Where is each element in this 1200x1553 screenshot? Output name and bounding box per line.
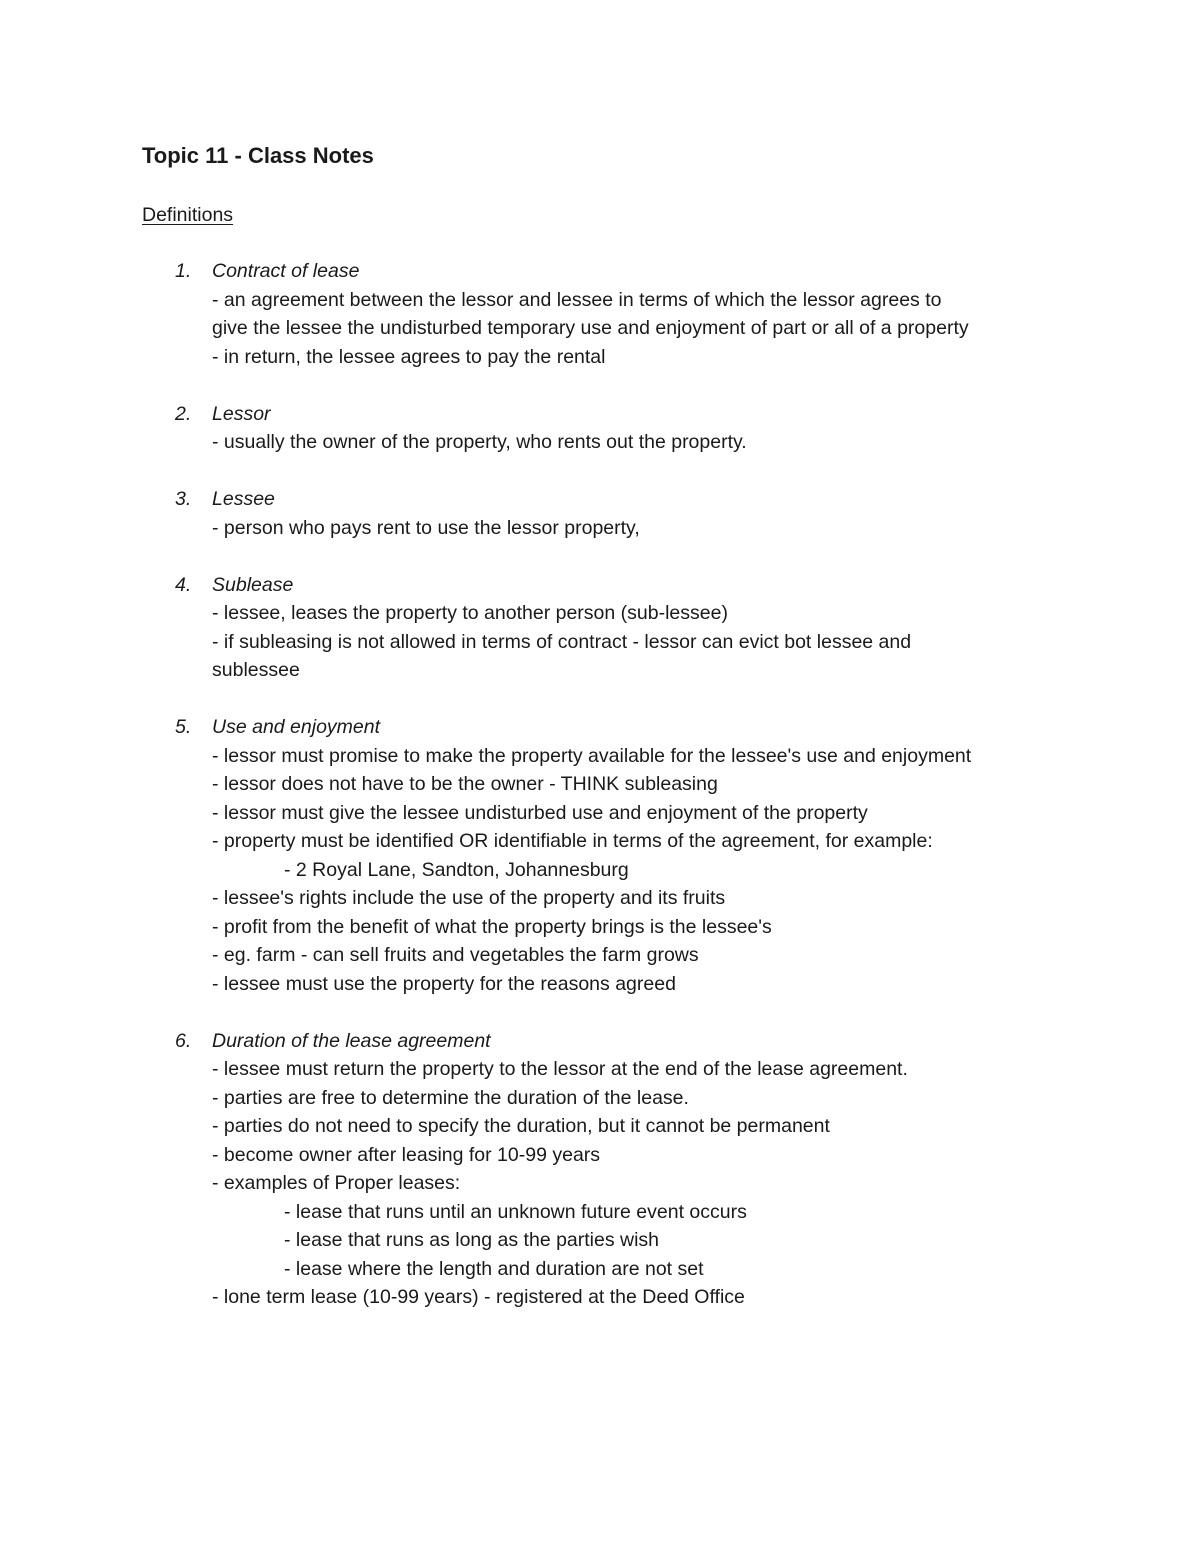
page-title: Topic 11 - Class Notes <box>142 143 374 168</box>
list-item-number: 5. <box>175 716 192 738</box>
list-item-number: 2. <box>175 402 192 425</box>
list-item-lessee <box>142 485 1102 542</box>
list-item-line: - profit from the benefit of what the property brings is the lessee's <box>212 915 772 938</box>
list-item-heading: Use and enjoyment <box>212 716 381 738</box>
list-item-line: - lessor does not have to be the owner - THINK subleasing <box>212 773 718 795</box>
list-item-number: 1. <box>175 260 192 282</box>
list-item-sublease <box>142 571 1102 685</box>
list-item-duration <box>142 1027 1102 1312</box>
list-item-line: - lessor must promise to make the property available for the lessee's use and enjoyment <box>212 744 972 767</box>
list-item-line: - person who pays rent to use the lessor property, <box>212 516 640 539</box>
list-item-line: - parties do not need to specify the duration, but it cannot be permanent <box>212 1115 830 1137</box>
list-item-line: - parties are free to determine the duration of the lease. <box>212 1086 689 1109</box>
list-item-heading: Sublease <box>212 573 294 596</box>
list-item-subline: - lease that runs until an unknown future event occurs <box>284 1200 747 1223</box>
list-item-line: - property must be identified OR identifiable in terms of the agreement, for example: <box>212 830 933 852</box>
list-item-body <box>212 571 1102 685</box>
list-item-line: - lessor must give the lessee undisturbed use and enjoyment of the property <box>212 801 868 824</box>
list-item-line: - lessee must return the property to the lessor at the end of the lease agreement. <box>212 1058 908 1080</box>
list-item-line: - eg. farm - can sell fruits and vegetables the farm grows <box>212 944 699 966</box>
list-item-line: - become owner after leasing for 10-99 years <box>212 1143 601 1166</box>
list-item-subline: - lease where the length and duration are not set <box>284 1257 704 1280</box>
list-item-body <box>212 400 1102 457</box>
list-item-heading: Duration of the lease agreement <box>212 1029 491 1052</box>
list-item-line: - lessee's rights include the use of the property and its fruits <box>212 887 726 909</box>
list-item-body <box>212 485 1102 542</box>
definitions-list <box>142 257 1102 1340</box>
list-item-line: give the lessee the undisturbed temporary use and enjoyment of part or all of a property <box>212 317 969 339</box>
list-item-line: - an agreement between the lessor and lessee in terms of which the lessor agrees to <box>212 288 942 311</box>
list-item-line: - lessee must use the property for the reasons agreed <box>212 972 676 995</box>
list-item-heading: Lessor <box>212 402 271 425</box>
list-item-subline: - 2 Royal Lane, Sandton, Johannesburg <box>284 858 629 881</box>
list-item-line: sublessee <box>212 659 300 681</box>
list-item-line: - if subleasing is not allowed in terms of contract - lessor can evict bot lessee and <box>212 630 912 653</box>
list-item-number: 4. <box>175 573 192 596</box>
list-item-body <box>212 257 1102 371</box>
list-item-body <box>212 1027 1102 1312</box>
list-item-line: - usually the owner of the property, who rents out the property. <box>212 431 747 453</box>
list-item-lessor <box>142 400 1102 457</box>
list-item-line: - examples of Proper leases: <box>212 1172 461 1194</box>
list-item-contract-of-lease <box>142 257 1102 371</box>
list-item-line: - in return, the lessee agrees to pay the rental <box>212 345 606 368</box>
list-item-use-and-enjoyment <box>142 713 1102 998</box>
list-item-heading: Lessee <box>212 488 275 510</box>
list-item-line: - lessee, leases the property to another person (sub-lessee) <box>212 602 728 624</box>
list-item-number: 3. <box>175 488 192 510</box>
section-heading-definitions: Definitions <box>142 204 234 226</box>
list-item-line: - lone term lease (10-99 years) - registered at the Deed Office <box>212 1286 745 1308</box>
list-item-body <box>212 713 1102 998</box>
list-item-number: 6. <box>175 1029 192 1052</box>
list-item-subline: - lease that runs as long as the parties wish <box>284 1229 660 1251</box>
list-item-heading: Contract of lease <box>212 260 360 282</box>
